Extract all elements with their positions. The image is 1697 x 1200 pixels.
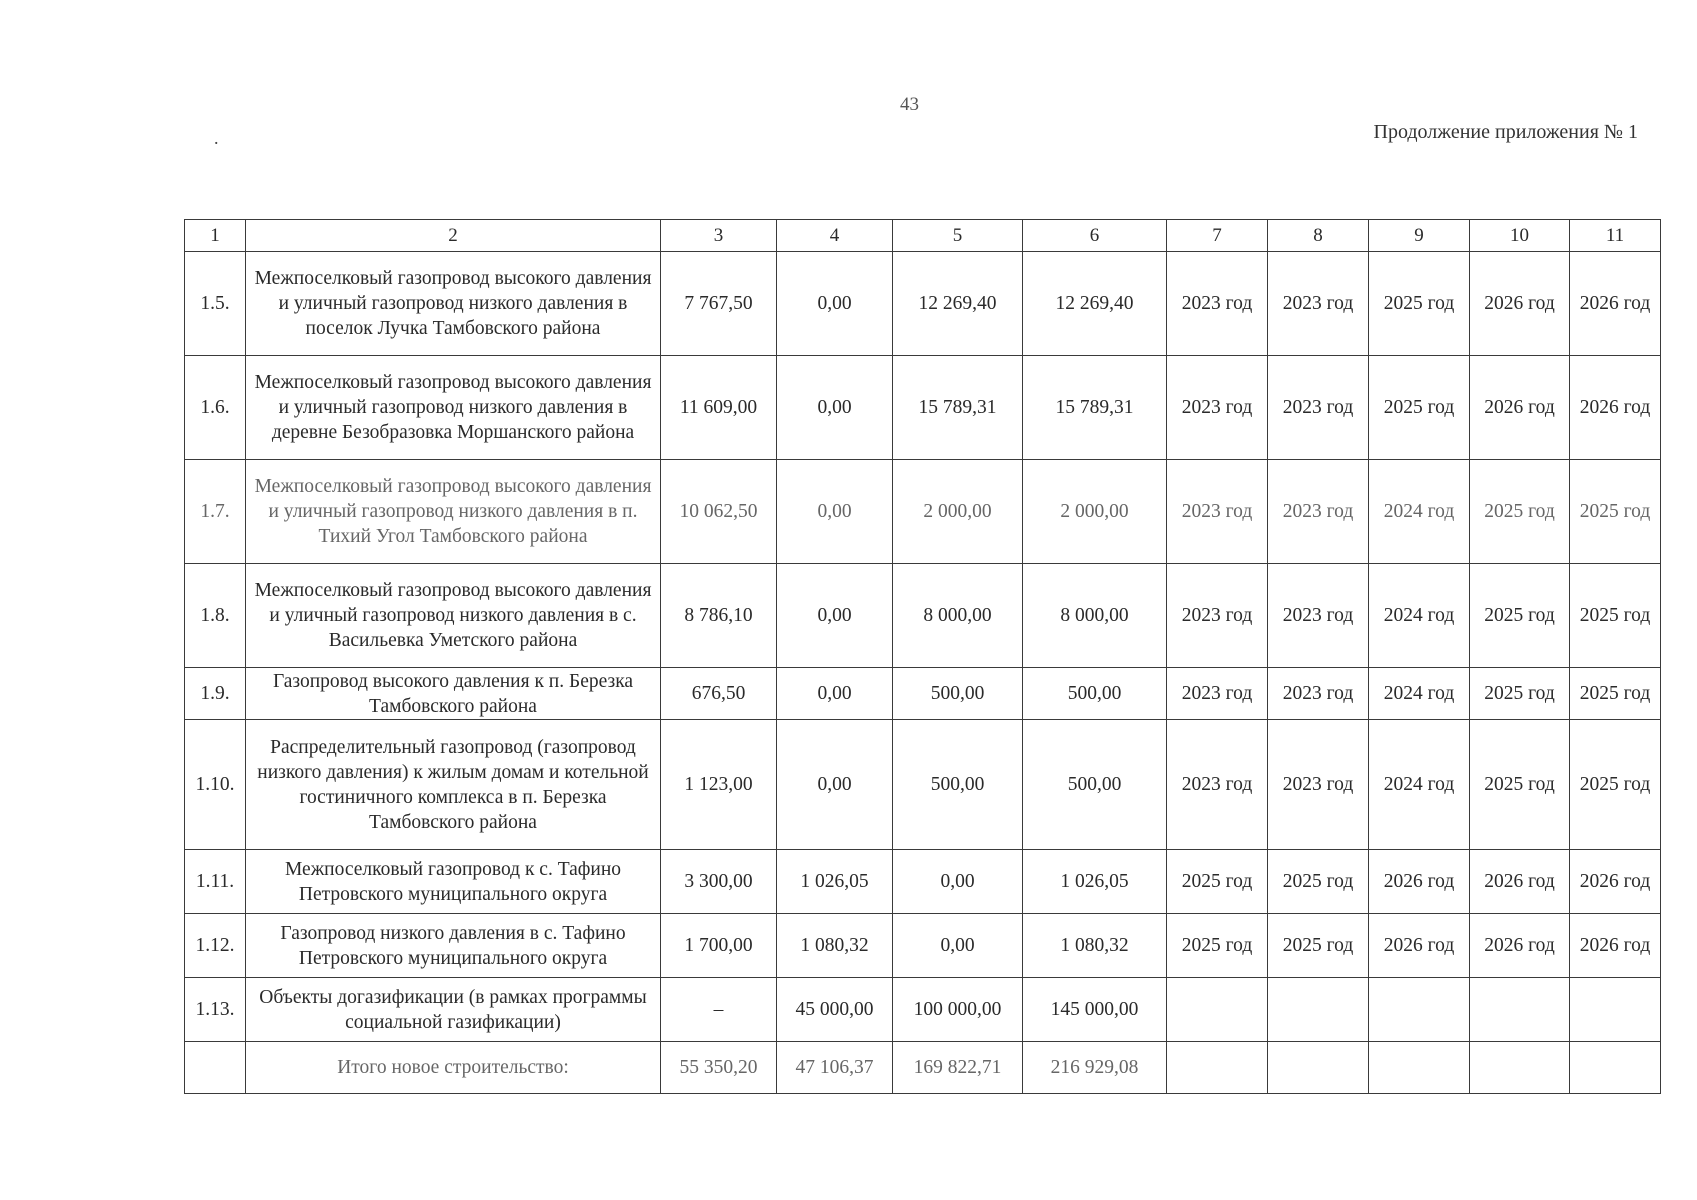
- row-number: 1.8.: [185, 564, 246, 668]
- cell-col3: 1 700,00: [661, 914, 777, 978]
- column-header: 4: [777, 220, 893, 252]
- total-empty-cell: [1268, 1042, 1369, 1094]
- cell-col11: [1570, 978, 1661, 1042]
- cell-col10: 2026 год: [1470, 914, 1570, 978]
- cell-col4: 0,00: [777, 564, 893, 668]
- cell-col10: [1470, 978, 1570, 1042]
- table-row: [185, 850, 1661, 914]
- row-number: 1.5.: [185, 252, 246, 356]
- cell-col5: 100 000,00: [893, 978, 1023, 1042]
- cell-col10: 2025 год: [1470, 720, 1570, 850]
- cell-col8: 2025 год: [1268, 914, 1369, 978]
- row-number: 1.11.: [185, 850, 246, 914]
- column-header: 8: [1268, 220, 1369, 252]
- data-table: [184, 219, 1661, 1094]
- total-label: Итого новое строительство:: [246, 1042, 661, 1094]
- cell-col9: 2026 год: [1369, 914, 1470, 978]
- cell-col7: [1167, 978, 1268, 1042]
- cell-col6: 1 026,05: [1023, 850, 1167, 914]
- cell-col6: 1 080,32: [1023, 914, 1167, 978]
- cell-col10: 2025 год: [1470, 668, 1570, 720]
- cell-col4: 0,00: [777, 460, 893, 564]
- object-name: Межпоселковый газопровод высокого давления и уличный газопровод низкого давления в п. Тихий Угол Тамбовского района: [246, 460, 661, 564]
- cell-col11: 2025 год: [1570, 720, 1661, 850]
- cell-col4: 0,00: [777, 668, 893, 720]
- cell-col6: 8 000,00: [1023, 564, 1167, 668]
- cell-col5: 500,00: [893, 668, 1023, 720]
- column-header: 7: [1167, 220, 1268, 252]
- total-col5: 169 822,71: [893, 1042, 1023, 1094]
- total-col6: 216 929,08: [1023, 1042, 1167, 1094]
- cell-col3: 3 300,00: [661, 850, 777, 914]
- cell-col3: 7 767,50: [661, 252, 777, 356]
- cell-col7: 2023 год: [1167, 460, 1268, 564]
- object-name: Газопровод высокого давления к п. Березка Тамбовского района: [246, 668, 661, 720]
- cell-col6: 500,00: [1023, 720, 1167, 850]
- cell-col4: 0,00: [777, 356, 893, 460]
- table-row: [185, 978, 1661, 1042]
- row-number: 1.7.: [185, 460, 246, 564]
- cell-col8: 2023 год: [1268, 720, 1369, 850]
- row-number: 1.12.: [185, 914, 246, 978]
- cell-col5: 15 789,31: [893, 356, 1023, 460]
- cell-col8: 2023 год: [1268, 356, 1369, 460]
- cell-col10: 2025 год: [1470, 460, 1570, 564]
- cell-col8: 2023 год: [1268, 668, 1369, 720]
- cell-col10: 2026 год: [1470, 356, 1570, 460]
- cell-col6: 2 000,00: [1023, 460, 1167, 564]
- cell-col6: 145 000,00: [1023, 978, 1167, 1042]
- total-col4: 47 106,37: [777, 1042, 893, 1094]
- cell-col7: 2023 год: [1167, 356, 1268, 460]
- cell-col6: 500,00: [1023, 668, 1167, 720]
- object-name: Межпоселковый газопровод высокого давления и уличный газопровод низкого давления в поселок Лучка Тамбовского района: [246, 252, 661, 356]
- cell-col7: 2023 год: [1167, 720, 1268, 850]
- cell-col5: 0,00: [893, 914, 1023, 978]
- object-name: Межпоселковый газопровод к с. Тафино Петровского муниципального округа: [246, 850, 661, 914]
- table-row: [185, 564, 1661, 668]
- cell-col10: 2025 год: [1470, 564, 1570, 668]
- header-row: [185, 220, 1661, 252]
- object-name: Межпоселковый газопровод высокого давления и уличный газопровод низкого давления в с. Васильевка Уметского района: [246, 564, 661, 668]
- cell-col9: 2025 год: [1369, 252, 1470, 356]
- cell-col6: 15 789,31: [1023, 356, 1167, 460]
- total-empty-cell: [185, 1042, 246, 1094]
- total-empty-cell: [1470, 1042, 1570, 1094]
- cell-col3: 11 609,00: [661, 356, 777, 460]
- cell-col3: 10 062,50: [661, 460, 777, 564]
- cell-col9: 2025 год: [1369, 356, 1470, 460]
- cell-col9: 2024 год: [1369, 668, 1470, 720]
- cell-col4: 1 080,32: [777, 914, 893, 978]
- object-name: Распределительный газопровод (газопровод низкого давления) к жилым домам и котельной гостиничного комплекса в п. Березка Тамбовского района: [246, 720, 661, 850]
- cell-col4: 45 000,00: [777, 978, 893, 1042]
- cell-col11: 2025 год: [1570, 668, 1661, 720]
- cell-col11: 2025 год: [1570, 460, 1661, 564]
- cell-col8: 2025 год: [1268, 850, 1369, 914]
- total-empty-cell: [1570, 1042, 1661, 1094]
- row-number: 1.6.: [185, 356, 246, 460]
- cell-col8: 2023 год: [1268, 252, 1369, 356]
- column-header: 9: [1369, 220, 1470, 252]
- stray-dot: .: [214, 128, 219, 148]
- cell-col8: 2023 год: [1268, 460, 1369, 564]
- page-number: 43: [900, 94, 919, 115]
- cell-col3: 8 786,10: [661, 564, 777, 668]
- object-name: Межпоселковый газопровод высокого давления и уличный газопровод низкого давления в деревне Безобразовка Моршанского района: [246, 356, 661, 460]
- cell-col9: [1369, 978, 1470, 1042]
- cell-col5: 12 269,40: [893, 252, 1023, 356]
- cell-col7: 2025 год: [1167, 914, 1268, 978]
- table-row: [185, 668, 1661, 720]
- cell-col5: 0,00: [893, 850, 1023, 914]
- cell-col11: 2026 год: [1570, 252, 1661, 356]
- column-header: 6: [1023, 220, 1167, 252]
- cell-col9: 2026 год: [1369, 850, 1470, 914]
- cell-col6: 12 269,40: [1023, 252, 1167, 356]
- cell-col3: –: [661, 978, 777, 1042]
- cell-col10: 2026 год: [1470, 850, 1570, 914]
- total-row: [185, 1042, 1661, 1094]
- cell-col7: 2025 год: [1167, 850, 1268, 914]
- cell-col5: 2 000,00: [893, 460, 1023, 564]
- cell-col11: 2025 год: [1570, 564, 1661, 668]
- appendix-label: Продолжение приложения № 1: [1373, 121, 1638, 143]
- cell-col3: 676,50: [661, 668, 777, 720]
- cell-col5: 500,00: [893, 720, 1023, 850]
- column-header: 11: [1570, 220, 1661, 252]
- total-col3: 55 350,20: [661, 1042, 777, 1094]
- cell-col11: 2026 год: [1570, 356, 1661, 460]
- table-row: [185, 252, 1661, 356]
- cell-col8: [1268, 978, 1369, 1042]
- row-number: 1.9.: [185, 668, 246, 720]
- cell-col3: 1 123,00: [661, 720, 777, 850]
- cell-col9: 2024 год: [1369, 720, 1470, 850]
- cell-col9: 2024 год: [1369, 460, 1470, 564]
- cell-col11: 2026 год: [1570, 914, 1661, 978]
- total-empty-cell: [1369, 1042, 1470, 1094]
- row-number: 1.13.: [185, 978, 246, 1042]
- row-number: 1.10.: [185, 720, 246, 850]
- column-header: 2: [246, 220, 661, 252]
- cell-col5: 8 000,00: [893, 564, 1023, 668]
- object-name: Объекты догазификации (в рамках программы социальной газификации): [246, 978, 661, 1042]
- table-row: [185, 720, 1661, 850]
- table-row: [185, 914, 1661, 978]
- table-row: [185, 356, 1661, 460]
- cell-col9: 2024 год: [1369, 564, 1470, 668]
- cell-col4: 1 026,05: [777, 850, 893, 914]
- cell-col7: 2023 год: [1167, 564, 1268, 668]
- cell-col11: 2026 год: [1570, 850, 1661, 914]
- cell-col7: 2023 год: [1167, 668, 1268, 720]
- cell-col4: 0,00: [777, 252, 893, 356]
- cell-col7: 2023 год: [1167, 252, 1268, 356]
- column-header: 10: [1470, 220, 1570, 252]
- cell-col8: 2023 год: [1268, 564, 1369, 668]
- object-name: Газопровод низкого давления в с. Тафино Петровского муниципального округа: [246, 914, 661, 978]
- column-header: 1: [185, 220, 246, 252]
- total-empty-cell: [1167, 1042, 1268, 1094]
- cell-col10: 2026 год: [1470, 252, 1570, 356]
- column-header: 3: [661, 220, 777, 252]
- column-header: 5: [893, 220, 1023, 252]
- table-row: [185, 460, 1661, 564]
- cell-col4: 0,00: [777, 720, 893, 850]
